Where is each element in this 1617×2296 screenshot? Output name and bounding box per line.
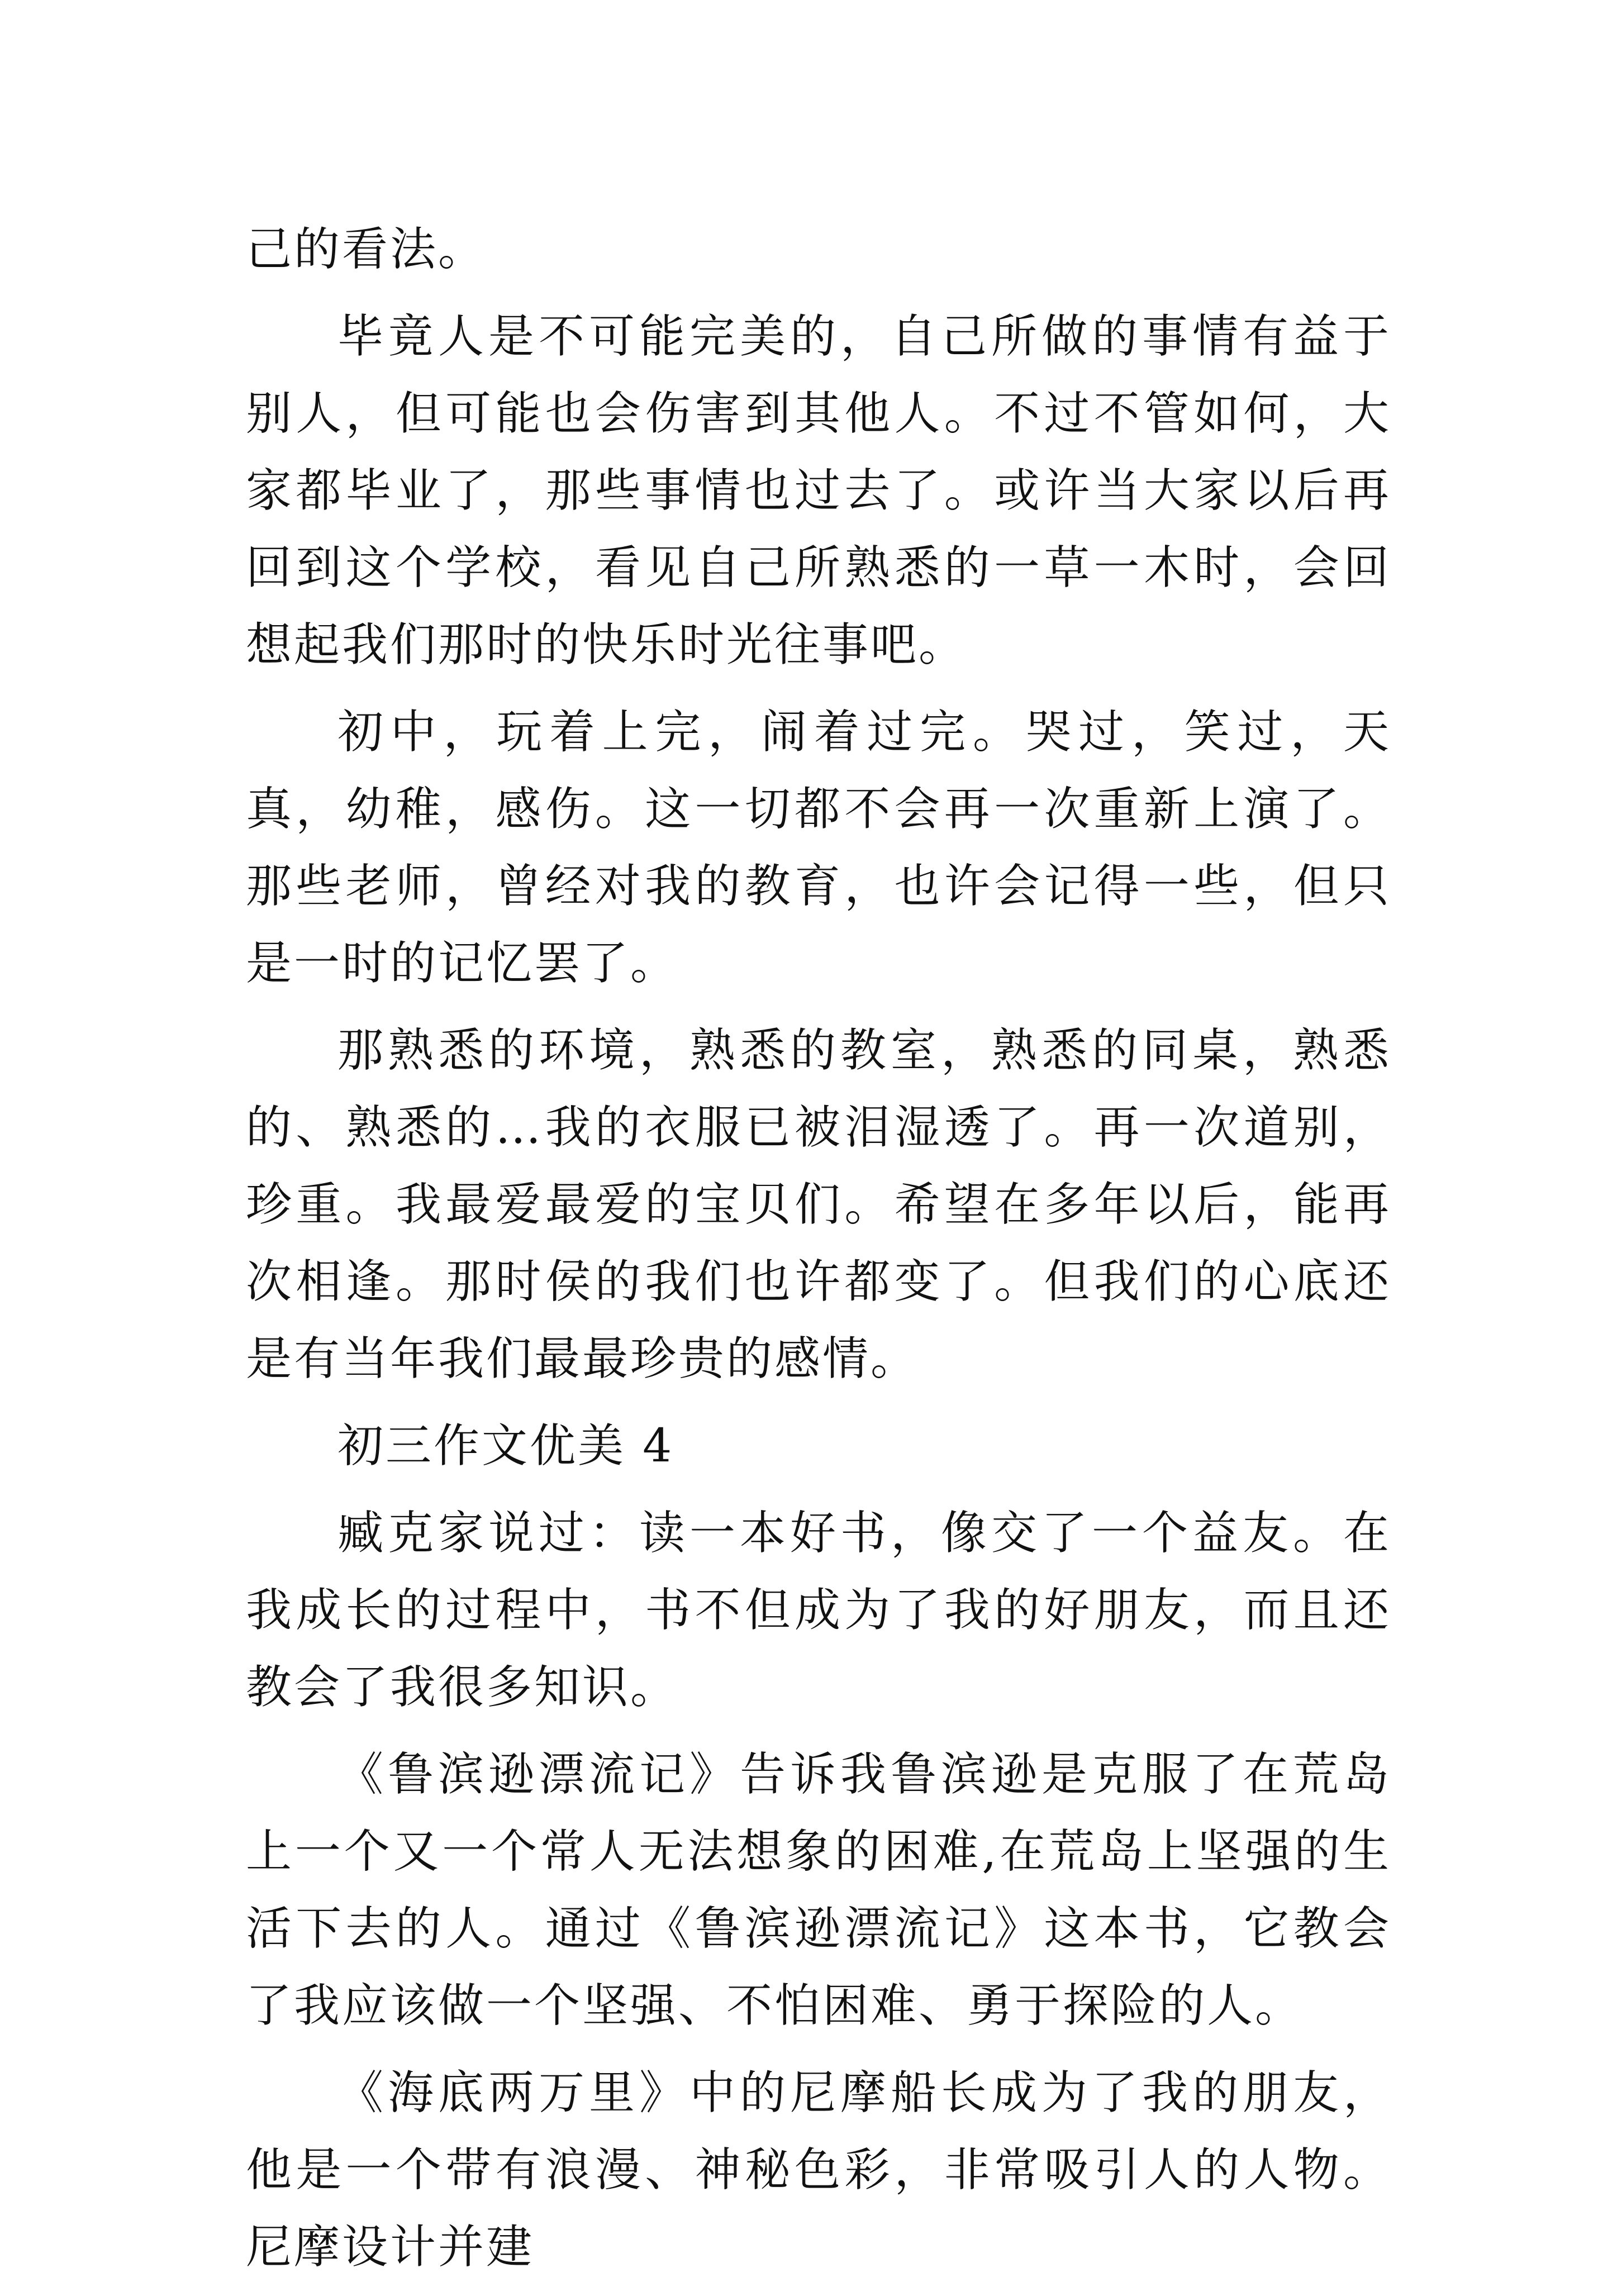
paragraph-1: 己的看法。 [246, 223, 487, 276]
paragraph-7: 《海底两万里》中的尼摩船长成为了我的朋友，他是一个带有浪漫、神秘色彩，非常吸引人的人物。尼摩设计并建 [246, 2066, 1391, 2274]
paragraph-4: 那熟悉的环境，熟悉的教室，熟悉的同桌，熟悉的、熟悉的…我的衣服已被泪湿透了。再一次道别，珍重。我最爱最爱的宝贝们。希望在多年以后，能再次相逢。那时侯的我们也许都变了。但我们的心底还是有当年我们最最珍贵的感情。 [246, 1024, 1391, 1385]
paragraph-6: 《鲁滨逊漂流记》告诉我鲁滨逊是克服了在荒岛上一个又一个常人无法想象的困难,在荒岛上坚强的生活下去的人。通过《鲁滨逊漂流记》这本书，它教会了我应该做一个坚强、不怕困难、勇于探险的人。 [246, 1748, 1391, 2032]
paragraph-2: 毕竟人是不可能完美的，自己所做的事情有益于别人，但可能也会伤害到其他人。不过不管如何，大家都毕业了，那些事情也过去了。或许当大家以后再回到这个学校，看见自己所熟悉的一草一木时，会回想起我们那时的快乐时光往事吧。 [246, 310, 1391, 671]
paragraph-3: 初中，玩着上完，闹着过完。哭过，笑过，天真，幼稚，感伤。这一切都不会再一次重新上演了。那些老师，曾经对我的教育，也许会记得一些，但只是一时的记忆罢了。 [246, 706, 1391, 990]
paragraph-5: 臧克家说过：读一本好书，像交了一个益友。在我成长的过程中，书不但成为了我的好朋友，而且还教会了我很多知识。 [246, 1507, 1391, 1714]
document-body [246, 211, 1391, 2296]
section-heading: 初三作文优美 4 [337, 1419, 674, 1473]
